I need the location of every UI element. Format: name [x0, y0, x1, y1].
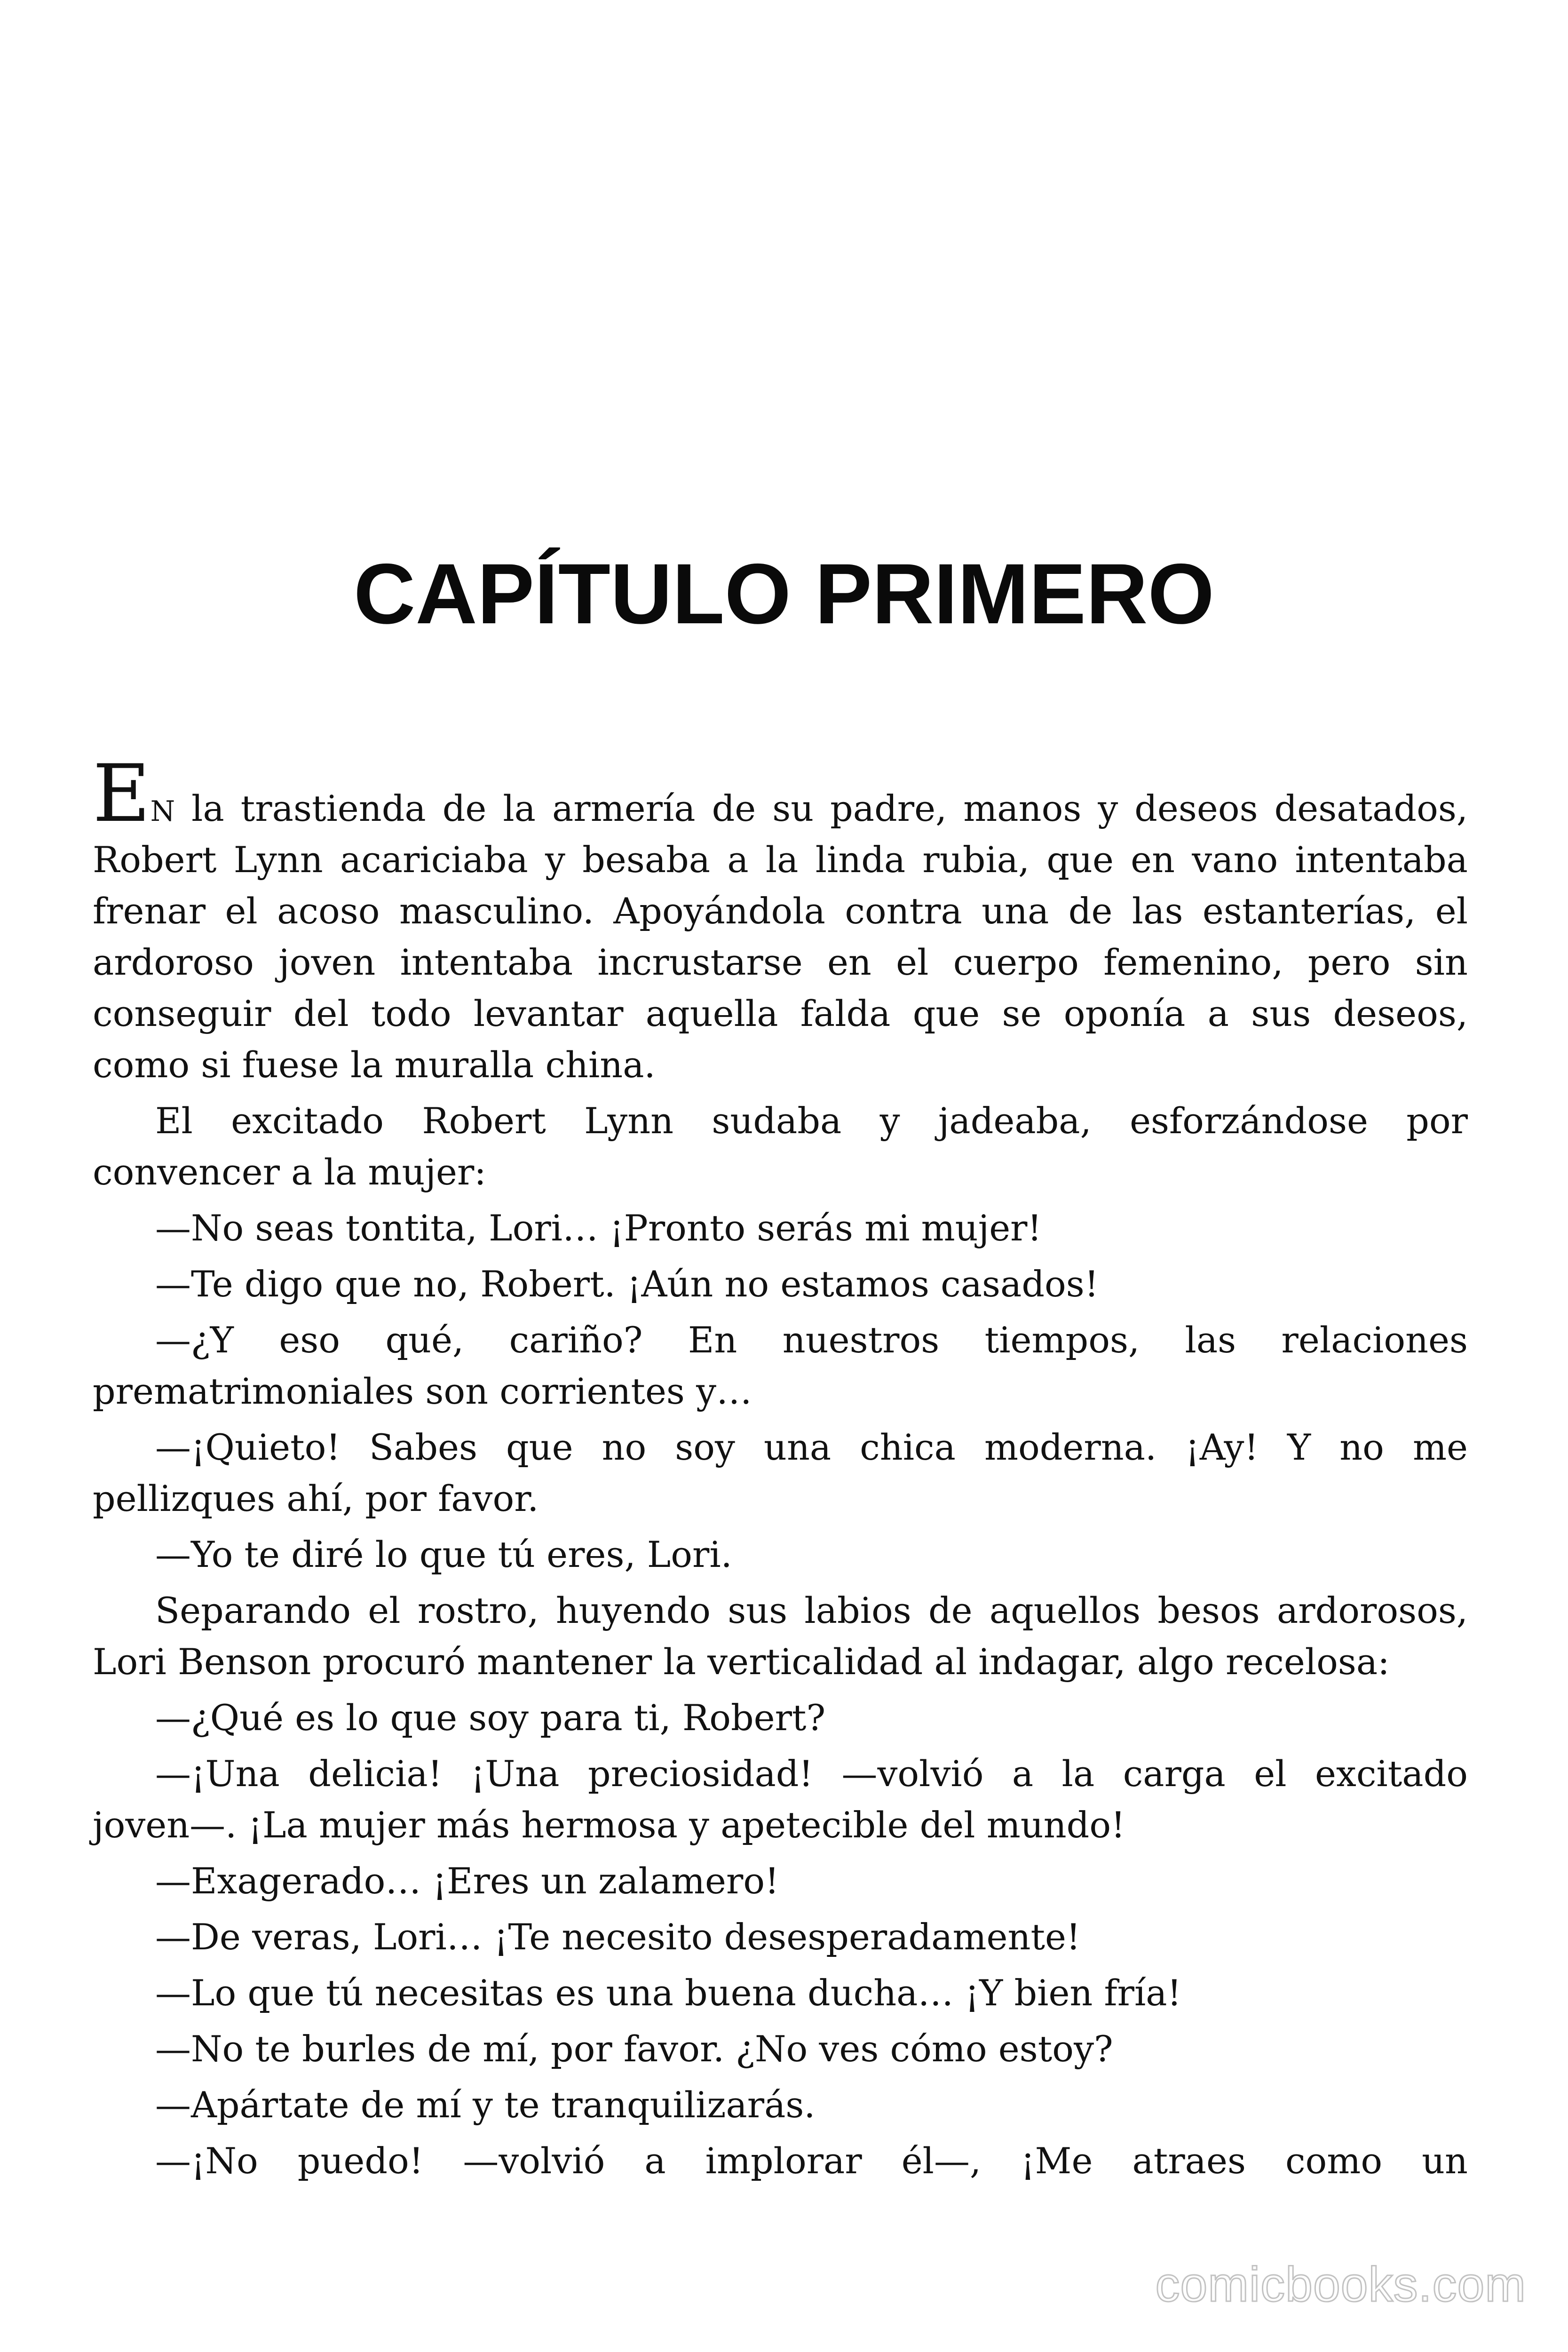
drop-cap: E — [93, 747, 150, 840]
line-text: —¡Una delicia! ¡Una preciosidad! —volvió a la carga el excitado — [155, 1753, 1468, 1795]
line-text: —¡No puedo! —volvió a implorar él—, ¡Me atraes como un — [155, 2140, 1468, 2182]
chapter-title: CAPÍTULO PRIMERO — [353, 546, 1215, 642]
line-text: —¿Qué es lo que soy para ti, Robert? — [155, 1697, 826, 1739]
line-text: conseguir del todo levantar aquella falda que se oponía a sus deseos, — [93, 993, 1468, 1034]
small-cap-letter: N — [150, 795, 175, 828]
text-line — [93, 1422, 1468, 1473]
text-line — [93, 2135, 1468, 2186]
paragraph — [93, 2079, 1468, 2130]
paragraph — [93, 1095, 1468, 1198]
text-line — [93, 1529, 1468, 1580]
line-text: —No seas tontita, Lori… ¡Pronto serás mi mujer! — [155, 1207, 1042, 1249]
text-line — [93, 1202, 1468, 1254]
text-line — [93, 2023, 1468, 2074]
text-line — [93, 937, 1468, 988]
line-text: Separando el rostro, huyendo sus labios de aquellos besos ardorosos, — [155, 1589, 1468, 1631]
text-line — [93, 885, 1468, 937]
text-line — [93, 2079, 1468, 2130]
paragraph — [93, 1692, 1468, 1743]
text-line — [93, 747, 1468, 840]
text-line — [93, 1146, 1468, 1198]
text-line — [93, 1748, 1468, 1799]
paragraph — [93, 2023, 1468, 2074]
text-line — [93, 1039, 1468, 1090]
line-text: —Yo te diré lo que tú eres, Lori. — [155, 1534, 732, 1575]
paragraph — [93, 1314, 1468, 1417]
paragraph — [93, 747, 1468, 1090]
line-text: —No te burles de mí, por favor. ¿No ves cómo estoy? — [155, 2028, 1113, 2070]
paragraph — [93, 1422, 1468, 1524]
paragraph — [93, 1202, 1468, 1254]
line-text: prematrimoniales son corrientes y… — [93, 1370, 752, 1412]
text-line — [93, 1314, 1468, 1366]
text-line — [93, 1692, 1468, 1743]
text-line — [93, 1911, 1468, 1963]
paragraph — [93, 1585, 1468, 1687]
line-text: frenar el acoso masculino. Apoyándola contra una de las estanterías, el — [93, 890, 1468, 932]
text-line — [93, 988, 1468, 1039]
line-text: pellizques ahí, por favor. — [93, 1478, 539, 1519]
text-line — [93, 1258, 1468, 1310]
text-line — [93, 1366, 1468, 1417]
paragraph — [93, 1748, 1468, 1851]
chapter-body — [93, 747, 1468, 2186]
paragraph — [93, 1911, 1468, 1963]
line-text: —Te digo que no, Robert. ¡Aún no estamos casados! — [155, 1263, 1099, 1305]
line-text: la trastienda de la armería de su padre, manos y deseos desatados, — [175, 787, 1468, 829]
paragraph — [93, 1967, 1468, 2018]
text-line — [93, 834, 1468, 885]
line-text: —Apártate de mí y te tranquilizarás. — [155, 2084, 816, 2126]
paragraph — [93, 1529, 1468, 1580]
text-line — [93, 1095, 1468, 1146]
line-text: Robert Lynn acariciaba y besaba a la linda rubia, que en vano intentaba — [93, 839, 1468, 881]
line-text: El excitado Robert Lynn sudaba y jadeaba, esforzándose por — [155, 1100, 1468, 1142]
text-line — [93, 1473, 1468, 1524]
line-text: —Lo que tú necesitas es una buena ducha… ¡Y bien fría! — [155, 1972, 1182, 2014]
text-line — [93, 1636, 1468, 1687]
line-text: —¡Quieto! Sabes que no soy una chica moderna. ¡Ay! Y no me — [155, 1426, 1468, 1468]
line-text: convencer a la mujer: — [93, 1151, 486, 1193]
paragraph — [93, 1855, 1468, 1907]
line-text: —De veras, Lori… ¡Te necesito desesperadamente! — [155, 1916, 1081, 1958]
text-line — [93, 1585, 1468, 1636]
line-text: Lori Benson procuró mantener la verticalidad al indagar, algo recelosa: — [93, 1641, 1390, 1683]
paragraph — [93, 2135, 1468, 2186]
line-content — [93, 747, 1468, 840]
paragraph — [93, 1258, 1468, 1310]
line-text: ardoroso joven intentaba incrustarse en el cuerpo femenino, pero sin — [93, 941, 1468, 983]
watermark: comicbooks.com — [1155, 2257, 1526, 2312]
line-text: joven—. ¡La mujer más hermosa y apetecible del mundo! — [93, 1804, 1125, 1846]
text-line — [93, 1855, 1468, 1907]
line-text: como si fuese la muralla china. — [93, 1044, 656, 1086]
line-text: —Exagerado… ¡Eres un zalamero! — [155, 1860, 779, 1902]
text-line — [93, 1799, 1468, 1851]
line-text: —¿Y eso qué, cariño? En nuestros tiempos, las relaciones — [155, 1319, 1468, 1361]
text-line — [93, 1967, 1468, 2018]
